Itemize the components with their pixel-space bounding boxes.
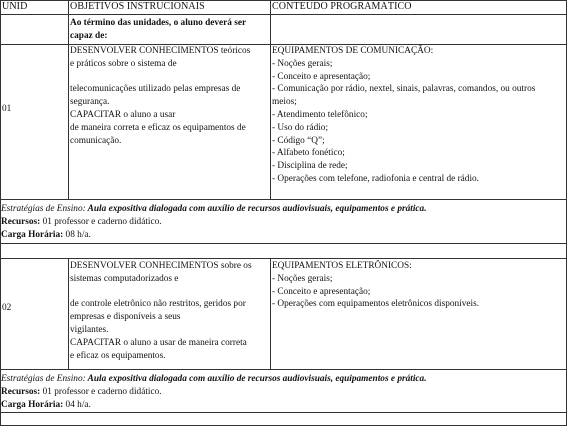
unit-1-resources (1, 216, 565, 229)
header-conteudo: CONTEÚDO PROGRAMÁTICO (272, 1, 412, 12)
unit-2-strategies-label: Estratégias de Ensino: (1, 374, 86, 384)
unit-2-content-title: EQUIPAMENTOS ELETRÔNICOS: (272, 261, 412, 271)
unit-1-number: 01 (2, 104, 12, 114)
unit-2-obj-line-6-rest: o aluno a usar de maneira correta (121, 337, 247, 348)
unit-2-strategies (1, 373, 565, 386)
unit-2-content-item: - Conceito e apresentação; (272, 286, 371, 297)
unit-1-content-item: - Comunicação por rádio, nextel, sinais, palavras, comandos, ou outros (272, 84, 536, 95)
unit-2-content (272, 260, 566, 311)
unit-2-workload (1, 399, 565, 412)
unit-2-obj-line-4: empresas e disponíveis a seus (70, 312, 181, 323)
unit-1-obj-line-7: comunicação. (70, 135, 122, 146)
unit-1-content-item: - Conceito e apresentação; (272, 71, 371, 82)
unit-1-obj-line-1-rest: teóricos (218, 46, 251, 56)
rule-header-bottom (0, 14, 566, 15)
unit-1-footer (1, 203, 565, 241)
unit-1-obj-line-5 (70, 109, 270, 122)
unit-2-objectives (70, 260, 270, 362)
unit-1-resources-text: 01 professor e caderno didático. (40, 216, 162, 227)
unit-1-content-item: - Atendimento telefônico; (272, 109, 368, 120)
unit-2-strategies-text: Aula expositiva dialogada com auxílio de recursos audiovisuais, equipamentos e prática. (85, 374, 427, 384)
unit-2-obj-line-3: de controle eletrônico não restritos, geridos por (70, 299, 246, 310)
unit-1-content-item: - Noções gerais; (272, 58, 333, 69)
unit-1-content-item: - Código “Q”; (272, 135, 325, 146)
unit-1-strategies (1, 203, 565, 216)
unit-1-content-item: - Uso do rádio; (272, 122, 329, 133)
unit-1-workload (1, 229, 565, 242)
unit-2-obj-line-1 (70, 260, 270, 273)
unit-2-resources (1, 386, 565, 399)
unit-1-obj-line-4: segurança. (70, 97, 110, 108)
intro-line-2: capaz de: (70, 30, 108, 41)
unit-2-obj-line-2: sistemas computadorizados e (70, 273, 179, 284)
unit-2-workload-label: Carga Horária: (1, 399, 64, 410)
rule-col1-a (68, 0, 69, 200)
unit-2-obj-line-6 (70, 337, 270, 350)
unit-2-obj-line-7: e eficaz os equipamentos. (70, 350, 166, 361)
unit-1-obj-keyword-1: DESENVOLVER CONHECIMENTOS (70, 46, 219, 56)
header-unid: UNID (2, 1, 28, 12)
rule-footer1-bottom (0, 243, 566, 244)
unit-1-content-item: meios; (272, 97, 297, 108)
unit-1-obj-keyword-2: CAPACITAR (70, 109, 122, 120)
unit-1-content (272, 45, 566, 186)
unit-2-footer (1, 373, 565, 411)
unit-2-obj-keyword-2: CAPACITAR (70, 337, 122, 348)
rule-unit1-bottom (0, 199, 566, 200)
unit-1-content-item: - Alfabeto fonético; (272, 148, 345, 159)
unit-1-strategies-label: Estratégias de Ensino: (1, 204, 86, 214)
unit-2-obj-gap (70, 286, 270, 299)
unit-2-obj-line-1-rest: sobre os (218, 261, 252, 271)
unit-1-content-item: - Operações com telefone, radiofonia e central de rádio. (272, 173, 480, 184)
intro-text (70, 17, 246, 43)
unit-2-content-item: - Operações com equipamentos eletrônicos disponíveis. (272, 299, 480, 310)
unit-1-obj-line-2: e práticos sobre o sistema de (70, 58, 177, 69)
rule-col1-b (68, 258, 69, 370)
unit-1-obj-line-3: telecomunicações utilizado pelas empresas de (70, 84, 241, 95)
unit-1-obj-line-5-rest: o aluno a usar (121, 109, 176, 120)
rule-col2-b (270, 258, 271, 370)
unit-1-obj-line-1 (70, 45, 270, 58)
rule-col2-a (270, 0, 271, 200)
unit-2-number: 02 (2, 303, 12, 313)
unit-1-obj-gap (70, 71, 270, 84)
intro-line-1: Ao término das unidades, o aluno deverá ser (70, 18, 247, 28)
unit-2-resources-label: Recursos: (1, 386, 41, 397)
unit-1-content-title: EQUIPAMENTOS DE COMUNICAÇÃO: (272, 46, 434, 56)
unit-2-content-item: - Noções gerais; (272, 273, 333, 284)
unit-1-objectives (70, 45, 270, 147)
unit-1-workload-text: 08 h/a. (63, 229, 91, 240)
header-objetivos: OBJETIVOS INSTRUCIONAIS (70, 1, 205, 12)
rule-spacer-bottom (0, 258, 566, 259)
rule-unit2-bottom (0, 369, 566, 370)
rule-footer2-bottom (0, 412, 566, 413)
unit-1-strategies-text: Aula expositiva dialogada com auxílio de recursos audiovisuais, equipamentos e prática. (85, 204, 427, 214)
unit-1-obj-line-6: de maneira correta e eficaz os equipamentos de (70, 122, 246, 133)
unit-2-obj-keyword-1: DESENVOLVER CONHECIMENTOS (70, 261, 219, 271)
unit-2-obj-line-5: vigilantes. (70, 324, 109, 335)
unit-2-resources-text: 01 professor e caderno didático. (40, 386, 162, 397)
unit-1-content-item: - Disciplina de rede; (272, 161, 348, 172)
unit-1-workload-label: Carga Horária: (1, 229, 64, 240)
unit-1-resources-label: Recursos: (1, 216, 41, 227)
unit-2-workload-text: 04 h/a. (63, 399, 91, 410)
